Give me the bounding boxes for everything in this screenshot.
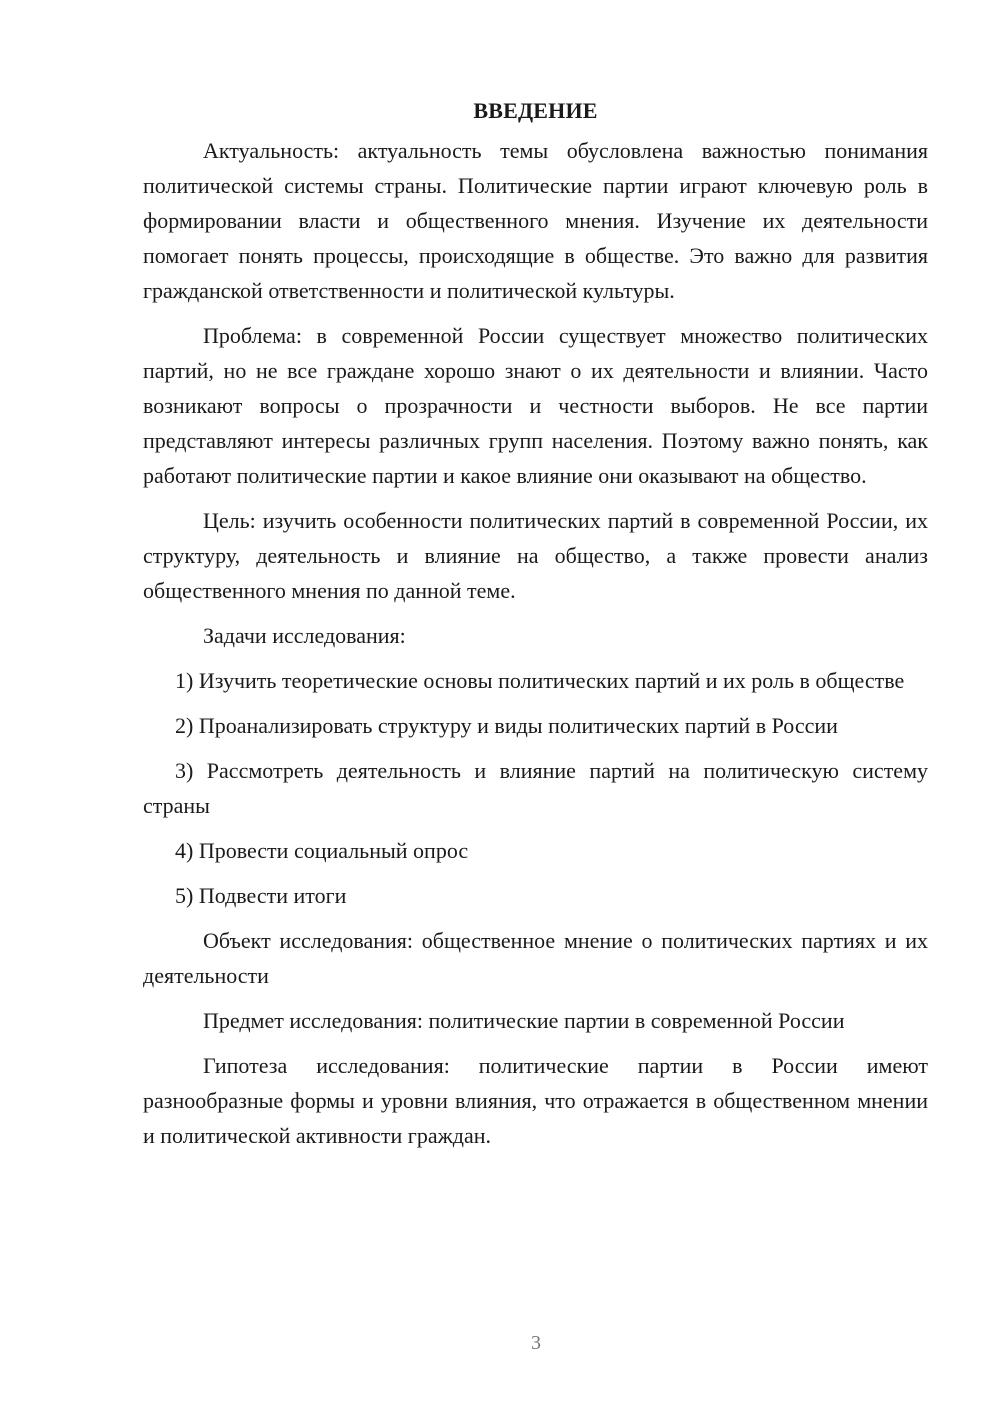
goal-paragraph: Цель: изучить особенности политических партий в современной России, их структуру, деятельность и влияние на общество, а также провести анализ общественного мнения по данной теме.: [143, 508, 928, 603]
hypothesis-paragraph: Гипотеза исследования: политические партии в России имеют разнообразные формы и уровни влияния, что отражается в общественном мнении и политической активности граждан.: [143, 1053, 928, 1148]
task-item-5: 5) Подвести итоги: [175, 883, 347, 908]
task-item-2: 2) Проанализировать структуру и виды политических партий в России: [175, 713, 838, 738]
subject-paragraph: Предмет исследования: политические партии в современной России: [203, 1008, 845, 1033]
relevance-paragraph: Актуальность: актуальность темы обусловлена важностью понимания политической системы страны. Политические партии играют ключевую роль в формировании власти и общественного мнения. Изучение их деятельности помогает понять процессы, происходящие в обществе. Это важно для развития гражданской ответственности и политической культуры.: [143, 138, 928, 303]
task-item-3: 3) Рассмотреть деятельность и влияние партий на политическую систему страны: [143, 758, 928, 818]
problem-paragraph: Проблема: в современной России существует множество политических партий, но не все граждане хорошо знают о их деятельности и влиянии. Часто возникают вопросы о прозрачности и честности выборов. Не все партии представляют интересы различных групп населения. Поэтому важно понять, как работают политические партии и какое влияние они оказывают на общество.: [143, 323, 928, 488]
section-title: ВВЕДЕНИЕ: [473, 98, 598, 123]
task-item-1: 1) Изучить теоретические основы политических партий и их роль в обществе: [175, 668, 905, 693]
document-page: [143, 93, 928, 1163]
task-item-4: 4) Провести социальный опрос: [175, 838, 469, 863]
object-paragraph: Объект исследования: общественное мнение о политических партиях и их деятельности: [143, 928, 928, 988]
page-number: 3: [531, 1332, 541, 1354]
tasks-heading: Задачи исследования:: [203, 623, 406, 648]
